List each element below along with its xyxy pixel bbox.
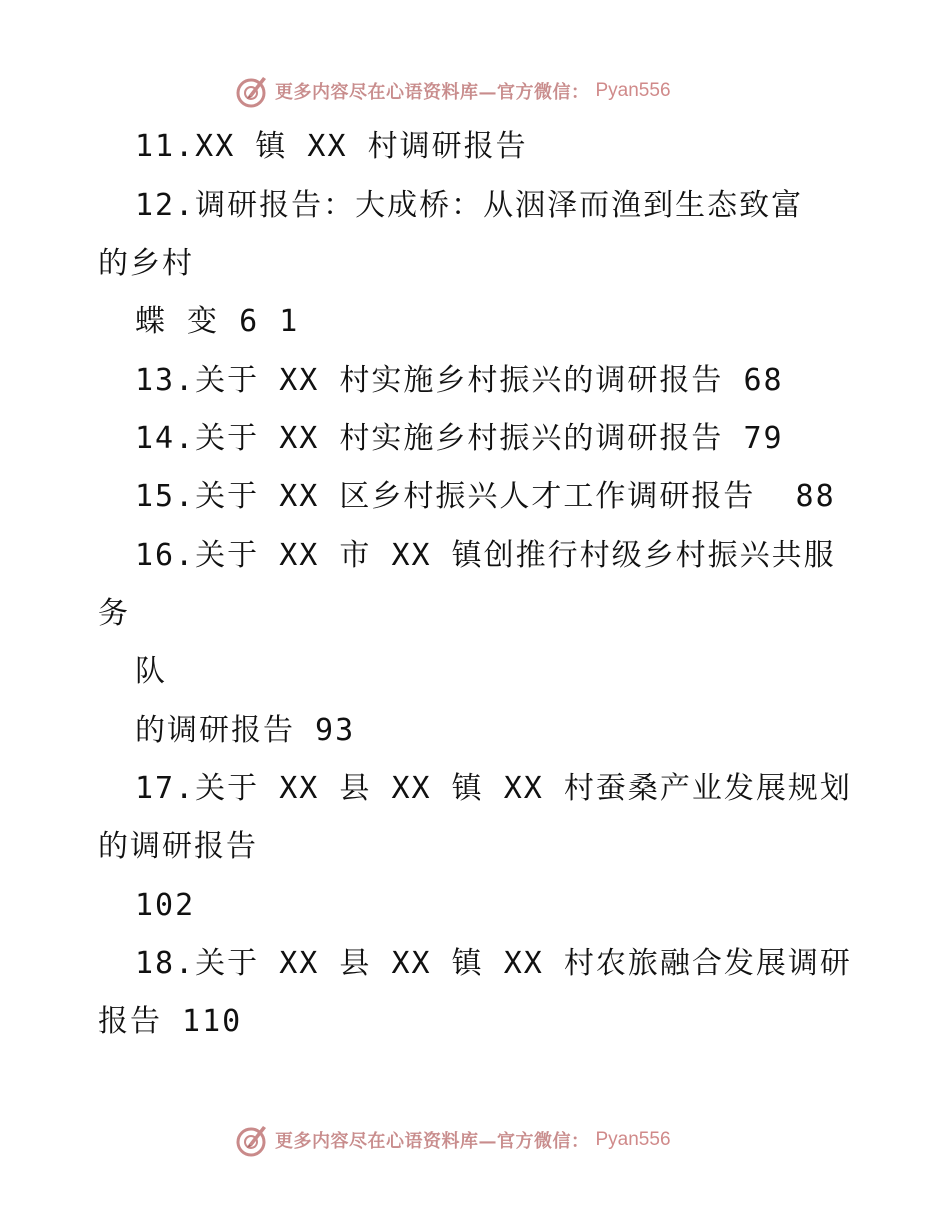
toc-line: 15.关于 XX 区乡村振兴人才工作调研报告 88 <box>135 479 836 514</box>
toc-line: 的乡村 <box>98 246 194 281</box>
banner-wechat-id: Pyan556 <box>595 80 671 101</box>
toc-line: 102 <box>135 888 196 923</box>
header-banner <box>233 71 671 111</box>
toc-line: 11.XX 镇 XX 村调研报告 <box>135 129 528 164</box>
toc-line: 14.关于 XX 村实施乡村振兴的调研报告 79 <box>135 421 784 456</box>
banner-text: 更多内容尽在心语资料库—官方微信： <box>275 1131 590 1152</box>
toc-line: 16.关于 XX 市 XX 镇创推行村级乡村振兴共服 <box>135 538 836 573</box>
toc-line: 的调研报告 93 <box>135 713 356 748</box>
quill-logo-icon <box>233 1122 269 1158</box>
quill-logo-icon <box>233 73 269 109</box>
toc-line: 队 <box>135 654 167 689</box>
banner-text: 更多内容尽在心语资料库—官方微信： <box>275 82 590 103</box>
footer-banner <box>233 1120 671 1160</box>
banner-wechat-id: Pyan556 <box>595 1129 671 1150</box>
toc-line: 蝶 变 6 1 <box>135 304 300 339</box>
toc-line: 务 <box>98 596 130 631</box>
toc-line: 12.调研报告：大成桥：从洇泽而渔到生态致富 <box>135 188 804 223</box>
toc-line: 的调研报告 <box>98 829 258 864</box>
toc-line: 17.关于 XX 县 XX 镇 XX 村蚕桑产业发展规划 <box>135 771 852 806</box>
toc-line: 报告 110 <box>98 1004 243 1039</box>
toc-line: 13.关于 XX 村实施乡村振兴的调研报告 68 <box>135 363 784 398</box>
toc-line: 18.关于 XX 县 XX 镇 XX 村农旅融合发展调研 <box>135 946 852 981</box>
